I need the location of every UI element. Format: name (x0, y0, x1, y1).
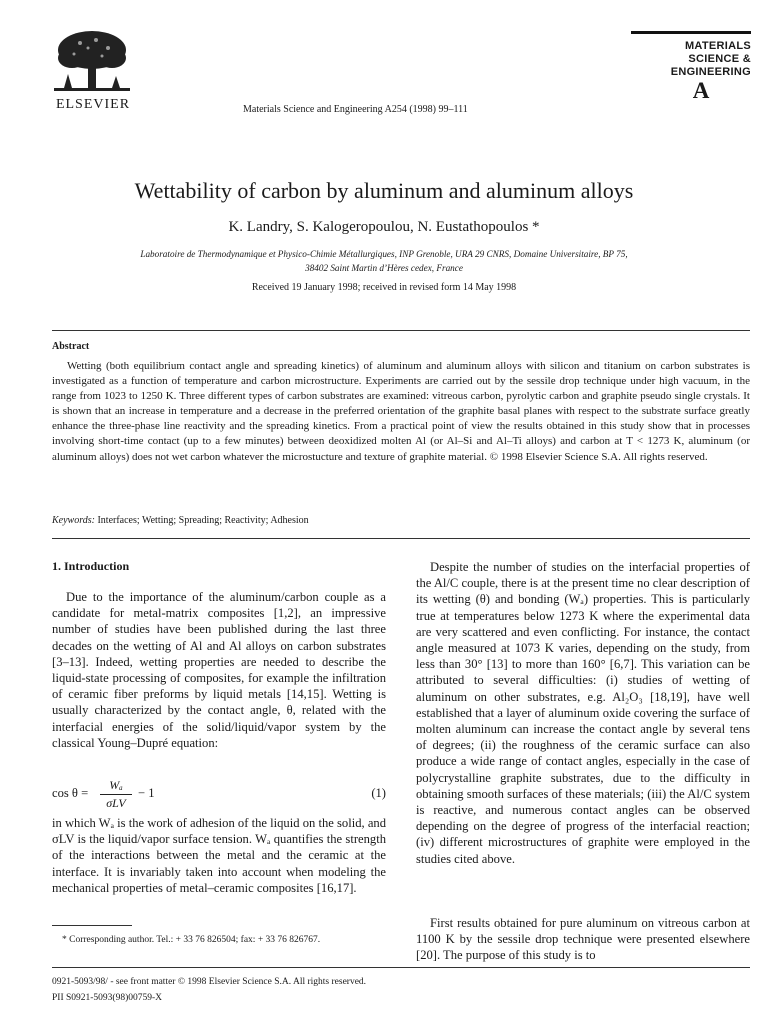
abstract-heading: Abstract (52, 341, 90, 352)
elsevier-tree-logo (50, 28, 134, 98)
article-authors: K. Landry, S. Kalogeropoulou, N. Eustathopoulos * (228, 219, 540, 235)
journal-logo (631, 31, 751, 103)
affiliation-line-1: Laboratoire de Thermodynamique et Physico-Chimie Métallurgiques, INP Grenoble, URA 29 CNRS, Domaine Universitaire, BP 75, (140, 249, 628, 259)
keywords (52, 515, 309, 526)
journal-logo-line1: MATERIALS (684, 40, 751, 52)
abstract-bottom-rule (52, 538, 750, 539)
equation-denominator: σLV (106, 796, 126, 810)
footnote-rule (52, 925, 132, 926)
section-title: 1. Introduction (52, 559, 130, 573)
affiliation-line-2: 38402 Saint Martin d’Hères cedex, France (305, 263, 463, 273)
fraction-line (100, 794, 132, 795)
journal-reference: Materials Science and Engineering A254 (1998) 99–111 (243, 104, 468, 115)
keywords-list: Interfaces; Wetting; Spreading; Reactivity; Adhesion (97, 515, 309, 526)
abstract-text: Wetting (both equilibrium contact angle and spreading kinetics) of aluminum and aluminum alloys with silicon and titanium on carbon substrates is investigated as a function of temperature and carbon microstructure. Experiments are carried out by the sessile drop technique under high vacuum, in the range from 1023 to 1250 K. Three different types of carbon substrates are examined: vitreous carbon, pyrolytic carbon and graphite pseudo single crystals. It is shown that an increase in temperature and a decrease in the preferred orientation of the graphite basal planes with respect to the substrate surface greatly enhance the three-phase line reactivity and the spreading kinetics. From a practical point of view the results obtained in this study show that in processes involving short-time contact (up to a few minutes) between deoxidized molten Al (or Al–Si and Al–Ti alloys) and carbon at T < 1273 K, aluminum (or aluminum alloys) does not wet carbon whatever the microstucture and texture of graphite material. © 1998 Elsevier Science S.A. All rights reserved. (52, 360, 750, 463)
intro-paragraph-2: in which Wₐ is the work of adhesion of the liquid on the solid, and σLV is the liquid/vapor surface tension. Wₐ quantifies the strength of the interactions between the metal and the ceramic at the interface. It is invariably taken into account when modeling the mechanical properties of metal–ceramic composites [16,17]. (52, 816, 386, 895)
journal-logo-line2: SCIENCE & (688, 53, 751, 65)
article-title: Wettability of carbon by aluminum and aluminum alloys (134, 178, 634, 203)
equation-lhs: cos θ = (52, 786, 89, 800)
corresponding-author-footnote: * Corresponding author. Tel.: + 33 76 826504; fax: + 33 76 826767. (62, 935, 321, 945)
journal-logo-letter: A (692, 78, 710, 103)
equation-rhs: − 1 (138, 786, 155, 800)
intro-paragraph-1: Due to the importance of the aluminum/carbon couple as a candidate for metal-matrix composites [1,2], an impressive number of studies have been published during the last three decades on the wetting of Al and Al alloys on carbon substrates [3–13]. Indeed, wetting properties are needed to describe the liquid-state processing of composites, for example the infiltration of ceramic fiber preforms by liquid metals [14,15]. Wetting is usually characterized by the contact angle, θ, related with the interfacial energies of the solid/liquid/vapor system by the classical Young–Dupré equation: (52, 590, 386, 750)
equation-1 (52, 778, 386, 812)
equation-fraction (100, 778, 132, 811)
intro-paragraph-3: Despite the number of studies on the interfacial properties of the Al/C couple, there is at the present time no clear description of its wetting (θ) and bonding (Wₐ) properties. This is particularly true at temperatures below 1273 K where the experimental data are very scattered and even conflicting. For instance, the contact angle measured at 1073 K varies, depending on the study, from less than 30° [13] to more than 160° [6,7]. This variation can be attributed to several difficulties: (i) studies of wetting of aluminum on other substrates, e.g. Al₂O₃ [18,19], have well established that a layer of aluminum oxide covering the surface of molten aluminum can increase the contact angle by several tens of degrees; (ii) the roughness of the ceramic surface can also produce a wide range of contact angles, especially in the case of polycrystalline graphite substrates, due to the difficulty in obtaining smooth surfaces of these materials; (iii) the Al/C system is reactive, and numerous contact angles can be observed depending on the degree of progress of the interfacial reaction; (iv) different microstructures of graphite were employed in the studies cited above. (416, 560, 750, 866)
journal-logo-bar (631, 31, 751, 34)
abstract-top-rule (52, 330, 750, 331)
journal-logo-line3: ENGINEERING (670, 66, 751, 78)
equation-numerator: Wₐ (109, 778, 123, 792)
equation-number: (1) (371, 786, 386, 800)
footer-rule (52, 967, 750, 968)
issn-line: 0921-5093/98/ - see front matter © 1998 Elsevier Science S.A. All rights reserved. (52, 977, 367, 987)
pii-line: PII S0921-5093(98)00759-X (52, 993, 163, 1003)
author-affiliation (70, 247, 698, 275)
intro-paragraph-4: First results obtained for pure aluminum on vitreous carbon at 1100 K by the sessile drop technique were presented elsewhere [20]. The purpose of this study is to (416, 916, 750, 963)
keywords-label: Keywords: (52, 515, 95, 526)
publisher-name: ELSEVIER (55, 97, 131, 112)
received-dates: Received 19 January 1998; received in revised form 14 May 1998 (251, 282, 517, 293)
